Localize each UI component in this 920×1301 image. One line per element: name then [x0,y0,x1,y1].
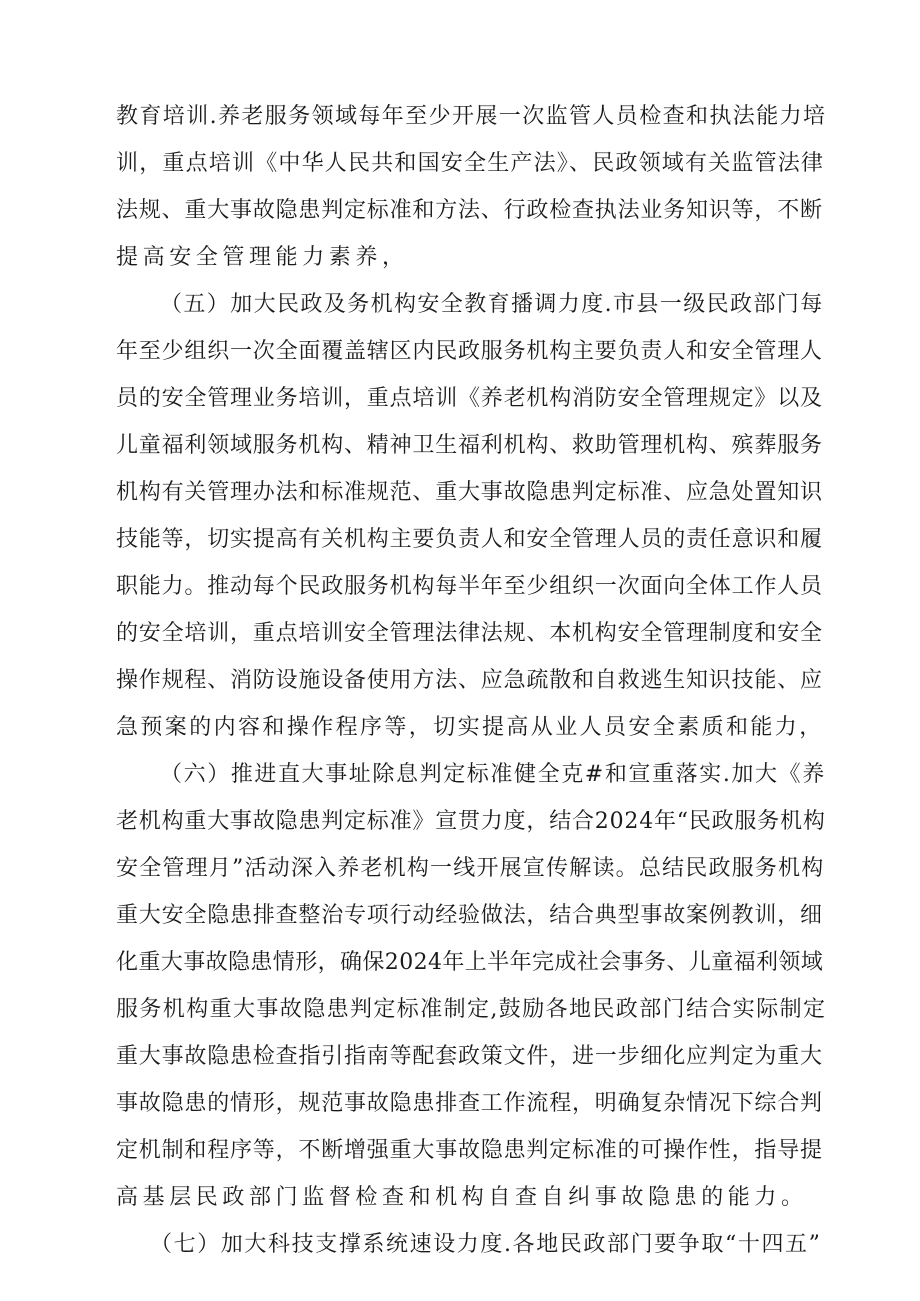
text-line: 员的安全管理业务培训，重点培训《养老机构消防安全管理规定》以及 [116,386,823,411]
text-line: 操作规程、消防设施设备使用方法、应急疏散和自救逃生知识技能、应 [116,668,823,693]
text-line: 老机构重大事故隐患判定标准》宣贯力度，结合2024年“民政服务机构 [116,809,826,834]
text-line: 重大事故隐患检查指引指南等配套政策文件，进一步细化应判定为重大 [116,1044,823,1069]
text-line: 提高安全管理能力素养， [116,245,409,270]
text-line: 急预案的内容和操作程序等，切实提高从业人员安全素质和能力， [116,715,824,740]
text-line: 训，重点培训《中华人民共和国安全生产法》、民政领域有关监管法律 [116,151,825,176]
section-heading-5: （五）加大民政及务机构安全教育播调力度.市县一级民政部门每 [160,292,824,317]
text-line: 技能等，切实提高有关机构主要负责人和安全管理人员的责任意识和履 [116,527,823,552]
text-line: 儿童福利领域服务机构、精神卫生福利机构、救助管理机构、殡葬服务 [116,433,823,458]
text-line: 法规、重大事故隐患判定标准和方法、行政检查执法业务知识等，不断 [116,198,823,223]
text-line: 安全管理月”活动深入养老机构一线开展宣传解读。总结民政服务机构 [116,856,825,881]
text-line: 教育培训.养老服务领域每年至少开展一次监管人员检查和执法能力培 [116,104,827,129]
section-heading-6: （六）推进直大事址除息判定标准健全克#和宣重落实.加大《养 [160,762,826,787]
text-line: 事故隐患的情形，规范事故隐患排查工作流程，明确复杂情况下综合判 [116,1091,823,1116]
text-line: 重大安全隐患排查整治专项行动经验做法，结合典型事故案例教训，细 [116,903,823,928]
text-line: 的安全培训，重点培训安全管理法律法规、本机构安全管理制度和安全 [116,621,823,646]
section-heading-7: （七）加大科技支撑系统速设力度.各地民政部门要争取“十四五” [150,1232,822,1257]
text-line: 定机制和程序等，不断增强重大事故隐患判定标准的可操作性，指导提 [116,1138,823,1163]
text-line: 服务机构重大事故隐患判定标准制定,鼓励各地民政部门结合实际制定 [116,997,827,1022]
text-line: 高基层民政部门监督检查和机构自查自纠事故隐患的能力。 [116,1185,808,1210]
text-line: 化重大事故隐患情形，确保2024年上半年完成社会事务、儿童福利领域 [116,950,824,975]
text-line: 机构有关管理办法和标准规范、重大事故隐患判定标准、应急处置知识 [116,480,823,505]
text-line: 职能力。推动每个民政服务机构每半年至少组织一次面向全体工作人员 [116,574,823,599]
text-line: 年至少组织一次全面覆盖辖区内民政服务机构主要负责人和安全管理人 [116,339,823,364]
